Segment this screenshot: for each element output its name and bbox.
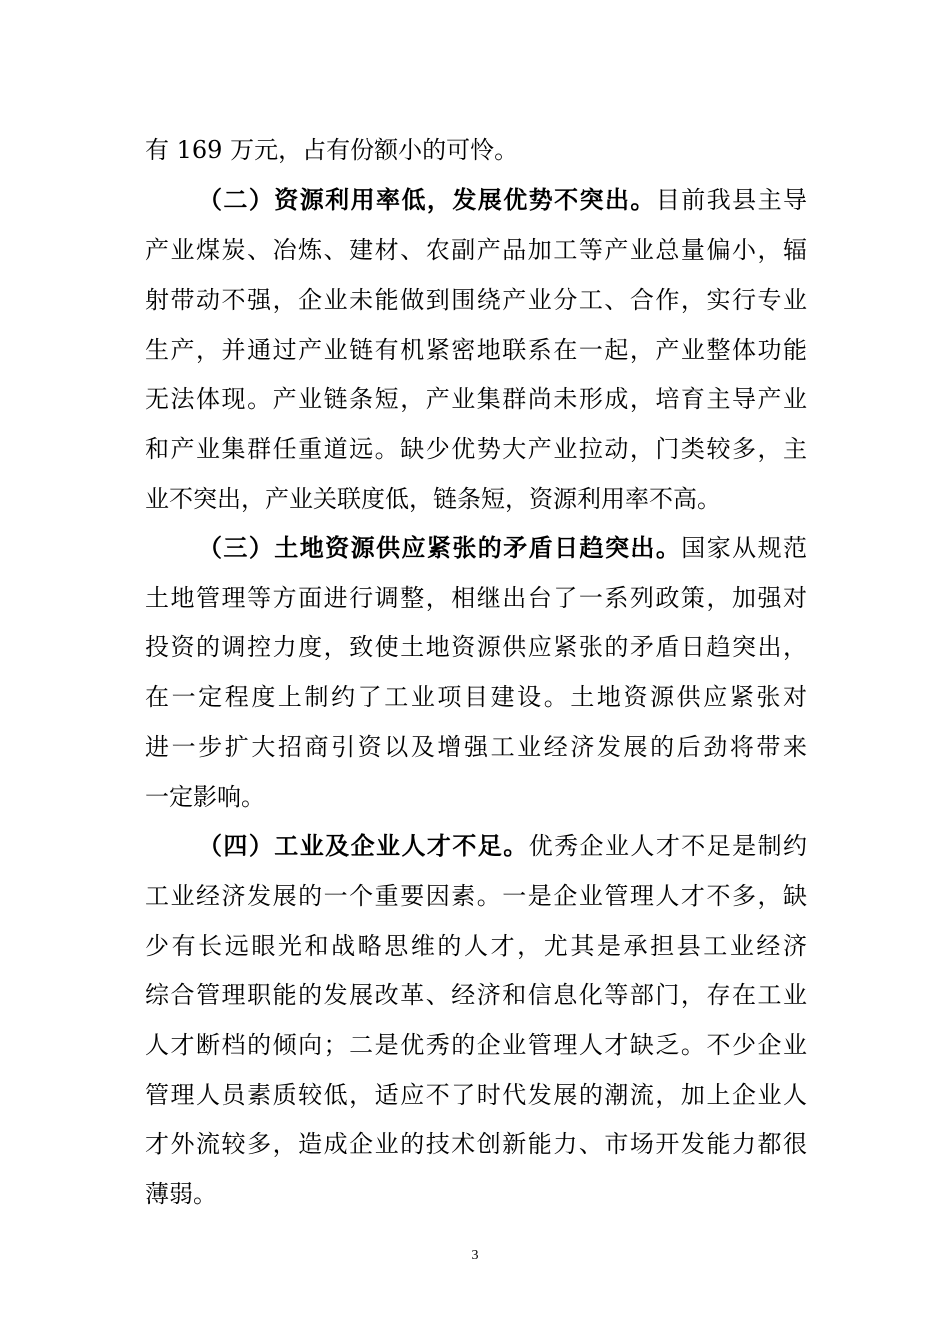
line-text: 业不突出，产业关联度低，链条短，资源利用率不高。 [145, 485, 721, 513]
line-text: 投资的调控力度，致使土地资源供应紧张的矛盾日趋突出， [145, 633, 807, 661]
line-text: 目前我县主导 [655, 186, 808, 214]
line-text: 射带动不强，企业未能做到围绕产业分工、合作，实行专业 [145, 286, 807, 314]
text-line [145, 732, 807, 762]
text-line [145, 583, 807, 613]
line-text: 才外流较多，造成企业的技术创新能力、市场开发能力都很 [145, 1130, 807, 1158]
section-heading: （三）土地资源供应紧张的矛盾日趋突出。 [198, 533, 682, 562]
line-text: 综合管理职能的发展改革、经济和信息化等部门，存在工业 [145, 981, 807, 1009]
line-text: 少有长远眼光和战略思维的人才，尤其是承担县工业经济 [145, 932, 807, 960]
text-line [145, 335, 807, 365]
text-line [145, 881, 807, 911]
line-text: 无法体现。产业链条短，产业集群尚未形成，培育主导产业 [145, 385, 807, 413]
text-line [145, 931, 807, 961]
line-text: 管理人员素质较低，适应不了时代发展的潮流，加上企业人 [145, 1081, 807, 1109]
text-line [145, 434, 807, 464]
line-text: 生产，并通过产业链有机紧密地联系在一起，产业整体功能 [145, 336, 807, 364]
text-line [145, 1030, 807, 1060]
text-line [145, 135, 807, 165]
text-line [145, 782, 807, 812]
text-line [145, 682, 807, 712]
text-line [145, 384, 807, 414]
line-text: 优秀企业人才不足是制约 [528, 832, 808, 860]
section-heading-line [198, 185, 807, 215]
section-heading-line [198, 533, 807, 563]
line-text: 有 169 万元，占有份额小的可怜。 [145, 136, 519, 164]
text-line [145, 484, 807, 514]
line-text: 工业经济发展的一个重要因素。一是企业管理人才不多，缺 [145, 882, 807, 910]
line-text: 土地管理等方面进行调整，相继出台了一系列政策，加强对 [145, 584, 807, 612]
section-heading: （二）资源利用率低，发展优势不突出。 [198, 185, 656, 214]
text-line [145, 1080, 807, 1110]
text-line [145, 285, 807, 315]
line-text: 一定影响。 [145, 783, 265, 811]
line-text: 人才断档的倾向；二是优秀的企业管理人才缺乏。不少企业 [145, 1031, 807, 1059]
line-text: 进一步扩大招商引资以及增强工业经济发展的后劲将带来 [145, 733, 807, 761]
text-line [145, 1129, 807, 1159]
line-text: 和产业集群任重道远。缺少优势大产业拉动，门类较多，主 [145, 435, 807, 463]
page-number: 3 [471, 1248, 479, 1263]
text-line [145, 1179, 807, 1209]
text-line [145, 980, 807, 1010]
text-line [145, 632, 807, 662]
section-heading-line [198, 831, 807, 861]
line-text: 产业煤炭、冶炼、建材、农副产品加工等产业总量偏小，辐 [145, 236, 807, 264]
text-line [145, 235, 807, 265]
line-text: 薄弱。 [145, 1180, 217, 1208]
section-heading: （四）工业及企业人才不足。 [198, 831, 529, 860]
line-text: 在一定程度上制约了工业项目建设。土地资源供应紧张对 [145, 683, 807, 711]
line-text: 国家从规范 [681, 534, 808, 562]
